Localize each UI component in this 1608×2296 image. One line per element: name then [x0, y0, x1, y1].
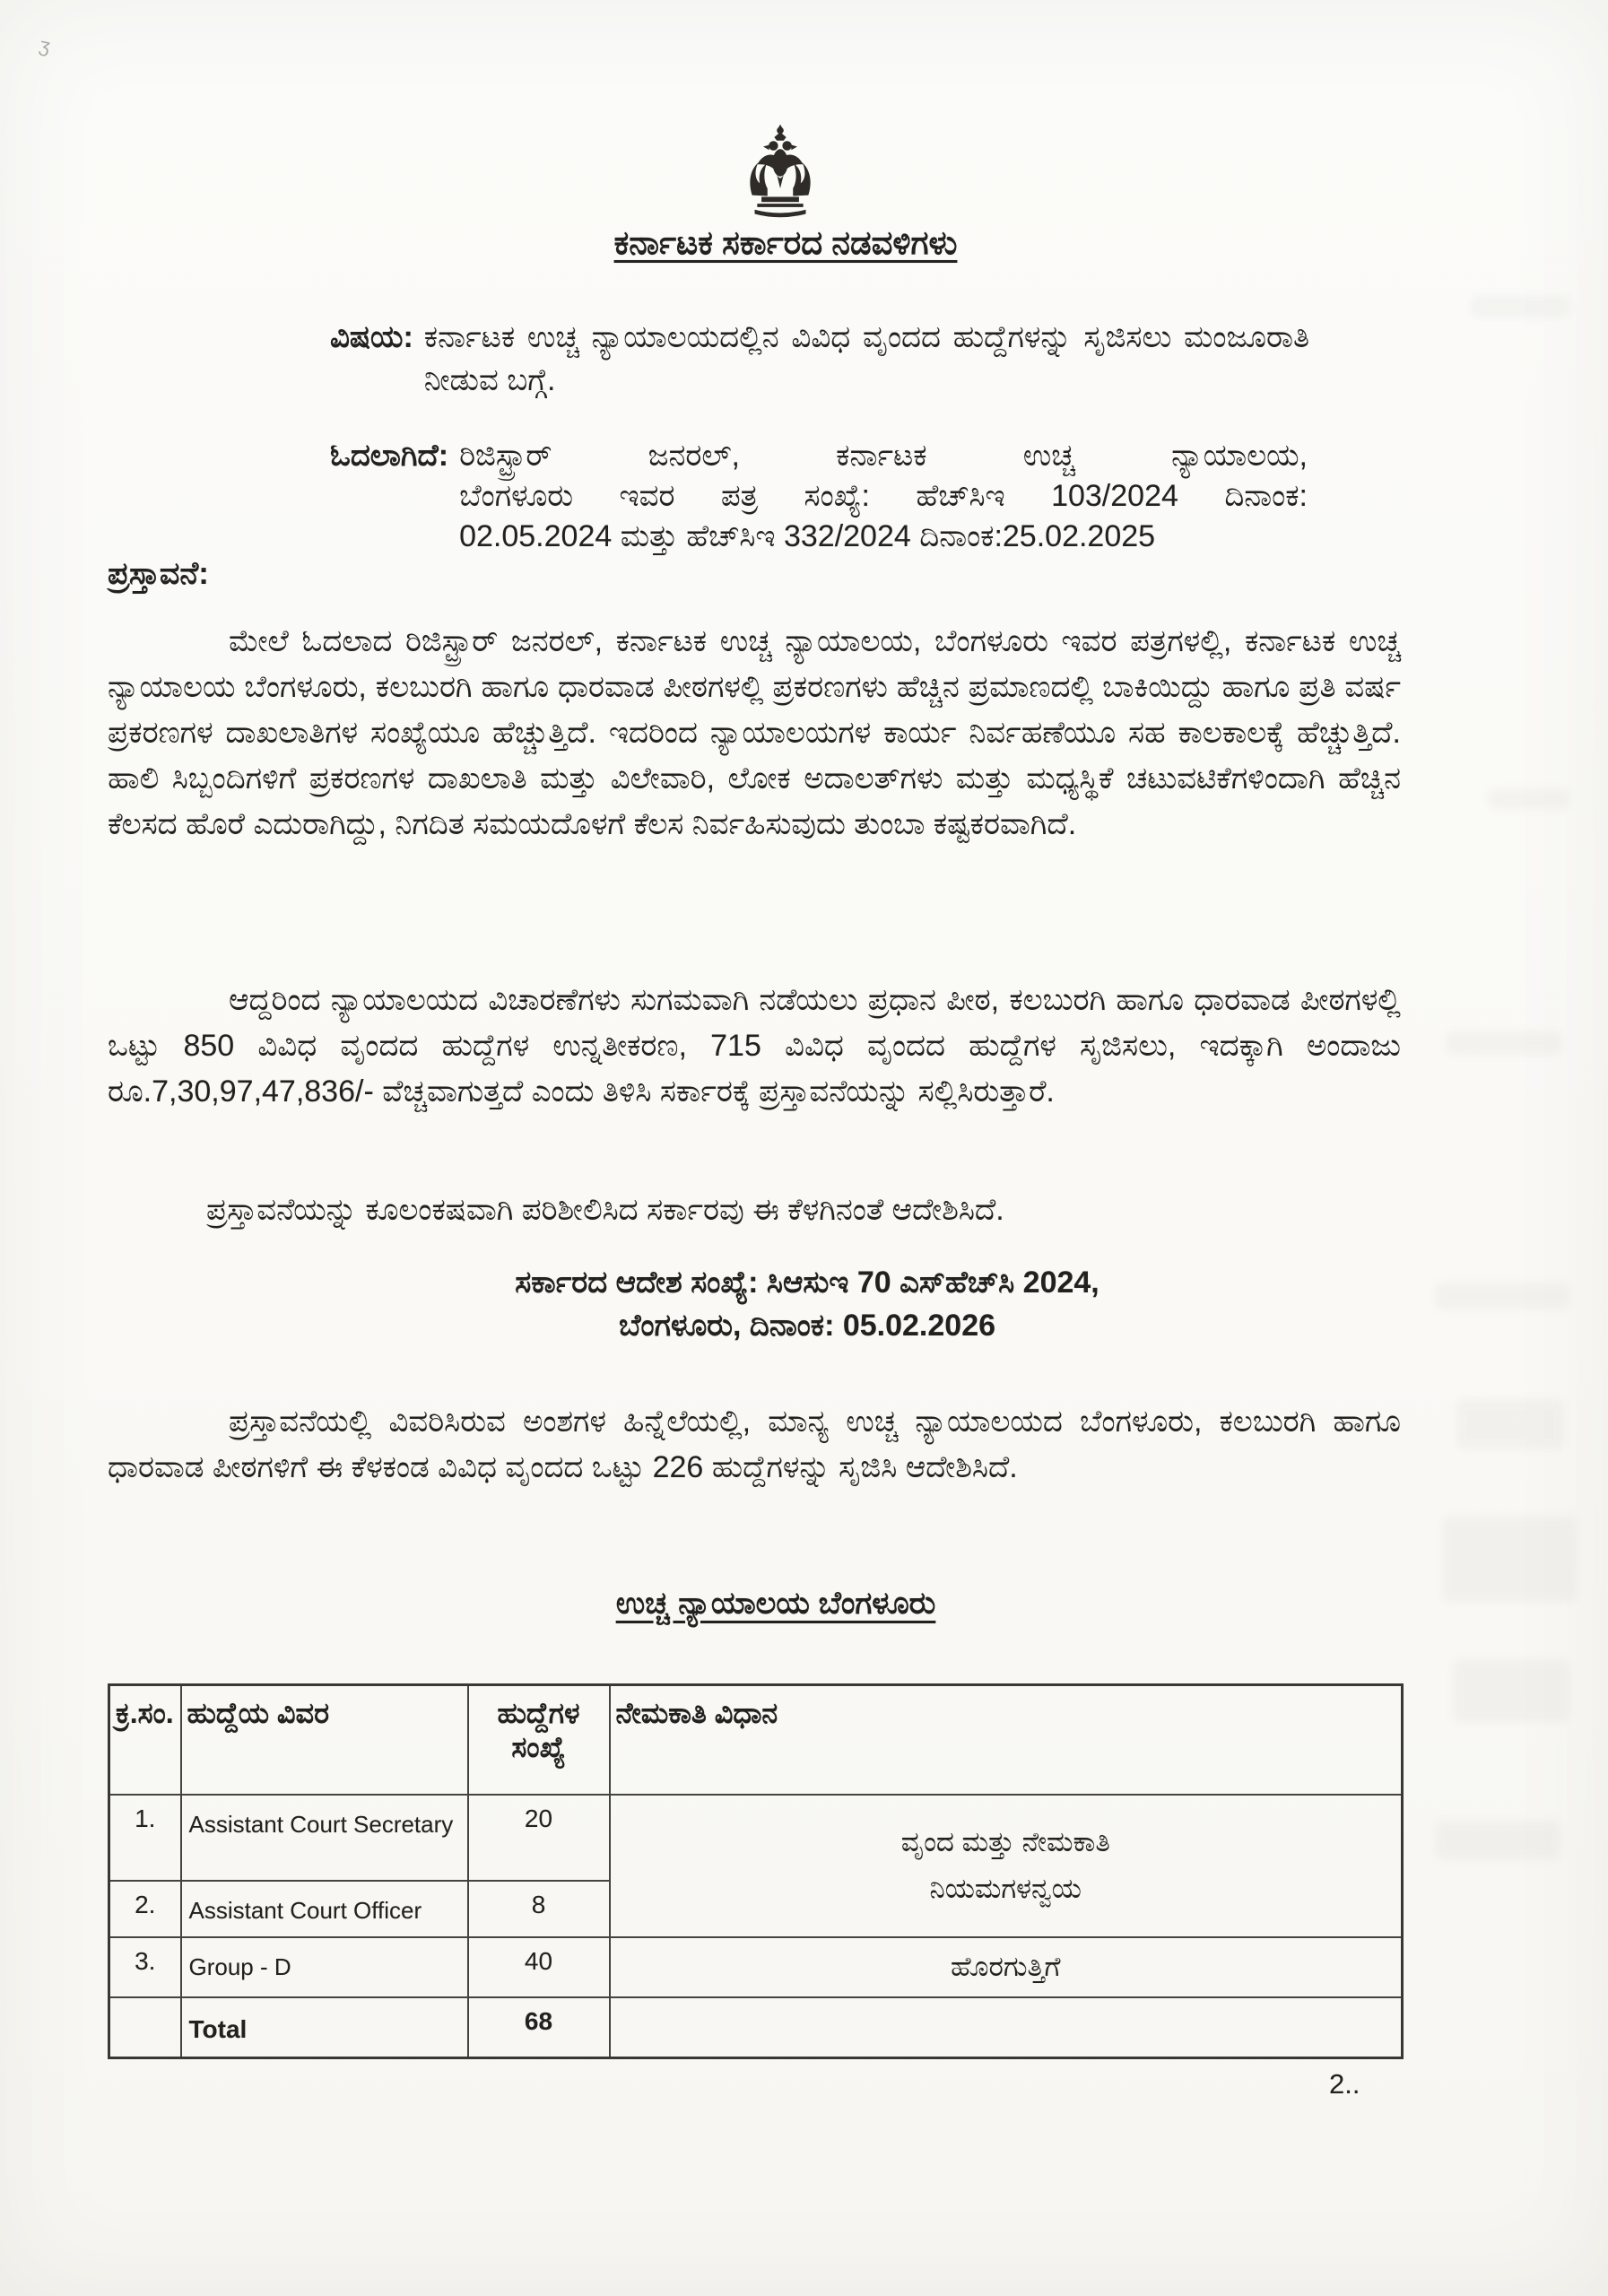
table-row: [109, 1795, 1403, 1881]
order-date-line: ಬೆಂಗಳೂರು, ದಿನಾಂಕ: 05.02.2026: [618, 1309, 996, 1343]
section-heading-text: ಉಚ್ಚ ನ್ಯಾಯಾಲಯ ಬೆಂಗಳೂರು: [615, 1586, 936, 1621]
cell-post: Assistant Court Officer: [181, 1881, 468, 1938]
cell-total-count: 68: [468, 1997, 610, 2058]
subject-block: [330, 316, 1309, 402]
reference-label: ಓದಲಾಗಿದೆ:: [330, 439, 449, 473]
subject-text: ಕರ್ನಾಟಕ ಉಚ್ಚ ನ್ಯಾಯಾಲಯದಲ್ಲಿನ ವಿವಿಧ ವೃಂದದ ಹುದ್ದೆಗಳನ್ನು ಸೃಜಿಸಲು ಮಂಜೂರಾತಿ ನೀಡುವ ಬಗ್ಗೆ.: [423, 320, 1309, 397]
cell-method-text: ವೃಂದ ಮತ್ತು ನೇಮಕಾತಿ ನಿಯಮಗಳನ್ವಯ: [900, 1825, 1110, 1905]
bleed-through-artifact: [1446, 1031, 1562, 1055]
reference-line: ರಿಜಿಸ್ಟ್ರಾರ್ ಜನರಲ್, ಕರ್ನಾಟಕ ಉಚ್ಚ ನ್ಯಾಯಾಲಯ,: [459, 439, 1308, 473]
cell-count: 40: [468, 1937, 610, 1997]
cell-post: Assistant Court Secretary: [181, 1795, 468, 1881]
order-number-line: ಸರ್ಕಾರದ ಆದೇಶ ಸಂಖ್ಯೆ: ಸಿಆಸುಇ 70 ಎಸ್‌ಹೆಚ್‌ಸಿ 2024,: [515, 1265, 1100, 1300]
karnataka-emblem-icon: [734, 120, 827, 222]
cell-sl-no: [109, 1997, 181, 2058]
corner-scan-mark: ʒ: [37, 33, 53, 57]
bleed-through-artifact: [1456, 1399, 1564, 1449]
table-total-row: [109, 1997, 1403, 2058]
bleed-through-artifact: [1471, 296, 1569, 317]
order-body-paragraph: ಪ್ರಸ್ತಾವನೆಯಲ್ಲಿ ವಿವರಿಸಿರುವ ಅಂಶಗಳ ಹಿನ್ನೆಲೆಯಲ್ಲಿ, ಮಾನ್ಯ ಉಚ್ಚ ನ್ಯಾಯಾಲಯದ ಬೆಂಗಳೂರು, ಕಲಬುರಗಿ ಹಾಗೂ ಧಾರವಾಡ ಪೀಠಗಳಿಗೆ ಈ ಕೆಳಕಂಡ ವಿವಿಧ ವೃಂದದ ಒಟ್ಟು 226 ಹುದ್ದೆಗಳನ್ನು ಸೃಜಿಸಿ ಆದೇಶಿಸಿದೆ.: [108, 1405, 1401, 1484]
cell-sl-no: 1.: [109, 1795, 181, 1881]
document-title-text: ಕರ್ನಾಟಕ ಸರ್ಕಾರದ ನಡವಳಿಗಳು: [613, 224, 958, 261]
preamble-paragraph-2: ಆದ್ದರಿಂದ ನ್ಯಾಯಾಲಯದ ವಿಚಾರಣೆಗಳು ಸುಗಮವಾಗಿ ನಡೆಯಲು ಪ್ರಧಾನ ಪೀಠ, ಕಲಬುರಗಿ ಹಾಗೂ ಧಾರವಾಡ ಪೀಠಗಳಲ್ಲಿ ಒಟ್ಟು 850 ವಿವಿಧ ವೃಂದದ ಹುದ್ದೆಗಳ ಉನ್ನತೀಕರಣ, 715 ವಿವಿಧ ವೃಂದದ ಹುದ್ದೆಗಳ ಸೃಜಿಸಲು, ಇದಕ್ಕಾಗಿ ಅಂದಾಜು ರೂ.7,30,97,47,836/- ವೆಚ್ಚವಾಗುತ್ತದೆ ಎಂದು ತಿಳಿಸಿ ಸರ್ಕಾರಕ್ಕೆ ಪ್ರಸ್ತಾವನೆಯನ್ನು ಸಲ್ಲಿಸಿರುತ್ತಾರೆ.: [108, 983, 1401, 1109]
table-row: [109, 1937, 1403, 1997]
page-number: 2..: [1329, 2068, 1360, 2100]
table-header-row: [109, 1685, 1403, 1795]
header-recruitment-method: ನೇಮಕಾತಿ ವಿಧಾನ: [610, 1685, 1403, 1795]
reference-line: 02.05.2024 ಮತ್ತು ಹೆಚ್‌ಸಿಇ 332/2024 ದಿನಾಂಕ:25.02.2025: [459, 519, 1156, 553]
cell-method: [610, 1795, 1403, 1938]
document-title: [86, 224, 1485, 263]
bleed-through-artifact: [1435, 1821, 1560, 1860]
section-heading: [108, 1586, 1444, 1622]
preamble-paragraph-1: ಮೇಲೆ ಓದಲಾದ ರಿಜಿಸ್ಟ್ರಾರ್ ಜನರಲ್, ಕರ್ನಾಟಕ ಉಚ್ಚ ನ್ಯಾಯಾಲಯ, ಬೆಂಗಳೂರು ಇವರ ಪತ್ರಗಳಲ್ಲಿ, ಕರ್ನಾಟಕ ಉಚ್ಚ ನ್ಯಾಯಾಲಯ ಬೆಂಗಳೂರು, ಕಲಬುರಗಿ ಹಾಗೂ ಧಾರವಾಡ ಪೀಠಗಳಲ್ಲಿ ಪ್ರಕರಣಗಳು ಹೆಚ್ಚಿನ ಪ್ರಮಾಣದಲ್ಲಿ ಬಾಕಿಯಿದ್ದು ಹಾಗೂ ಪ್ರತಿ ವರ್ಷ ಪ್ರಕರಣಗಳ ದಾಖಲಾತಿಗಳ ಸಂಖ್ಯೆಯೂ ಹೆಚ್ಚುತ್ತಿದೆ. ಇದರಿಂದ ನ್ಯಾಯಾಲಯಗಳ ಕಾರ್ಯ ನಿರ್ವಹಣೆಯೂ ಸಹ ಕಾಲಕಾಲಕ್ಕೆ ಹೆಚ್ಚುತ್ತಿದೆ. ಹಾಲಿ ಸಿಬ್ಬಂದಿಗಳಿಗೆ ಪ್ರಕರಣಗಳ ದಾಖಲಾತಿ ಮತ್ತು ವಿಲೇವಾರಿ, ಲೋಕ ಅದಾಲತ್‌ಗಳು ಮತ್ತು ಮಧ್ಯಸ್ಥಿಕೆ ಚಟುವಟಿಕೆಗಳಿಂದಾಗಿ ಹೆಚ್ಚಿನ ಕೆಲಸದ ಹೊರೆ ಎದುರಾಗಿದ್ದು, ನಿಗದಿತ ಸಮಯದೊಳಗೆ ಕೆಲಸ ನಿರ್ವಹಿಸುವುದು ತುಂಬಾ ಕಷ್ಟಕರವಾಗಿದೆ.: [108, 624, 1401, 841]
cell-count: 20: [468, 1795, 610, 1881]
subject-label: ವಿಷಯ:: [330, 320, 413, 354]
order-number-block: [108, 1261, 1507, 1347]
cell-method-empty: [610, 1997, 1403, 2058]
header-sl-no: ಕ್ರ.ಸಂ.: [109, 1685, 181, 1795]
bleed-through-artifact: [1442, 1516, 1577, 1602]
header-post-count: ಹುದ್ದೆಗಳ ಸಂಖ್ಯೆ: [468, 1685, 610, 1795]
cell-method: ಹೊರಗುತ್ತಿಗೆ: [610, 1937, 1403, 1997]
header-post-details: ಹುದ್ದೆಯ ವಿವರ: [181, 1685, 468, 1795]
review-line: ಪ್ರಸ್ತಾವನೆಯನ್ನು ಕೂಲಂಕಷವಾಗಿ ಪರಿಶೀಲಿಸಿದ ಸರ್ಕಾರವು ಈ ಕೆಳಗಿನಂತೆ ಆದೇಶಿಸಿದೆ.: [206, 1193, 1004, 1227]
reference-block: [330, 436, 1308, 557]
cell-sl-no: 3.: [109, 1937, 181, 1997]
reference-line: ಬೆಂಗಳೂರು ಇವರ ಪತ್ರ ಸಂಖ್ಯೆ: ಹೆಚ್‌ಸಿಇ 103/2024 ದಿನಾಂಕ:: [459, 479, 1308, 513]
bleed-through-artifact: [1489, 789, 1569, 809]
bleed-through-artifact: [1453, 1659, 1569, 1722]
cell-post: Group - D: [181, 1937, 468, 1997]
cell-total-label: Total: [181, 1997, 468, 2058]
reference-lines: [459, 436, 1308, 557]
cell-count: 8: [468, 1881, 610, 1938]
posts-table: [108, 1683, 1404, 2059]
cell-sl-no: 2.: [109, 1881, 181, 1938]
preamble-heading: ಪ್ರಸ್ತಾವನೆ:: [108, 556, 209, 591]
